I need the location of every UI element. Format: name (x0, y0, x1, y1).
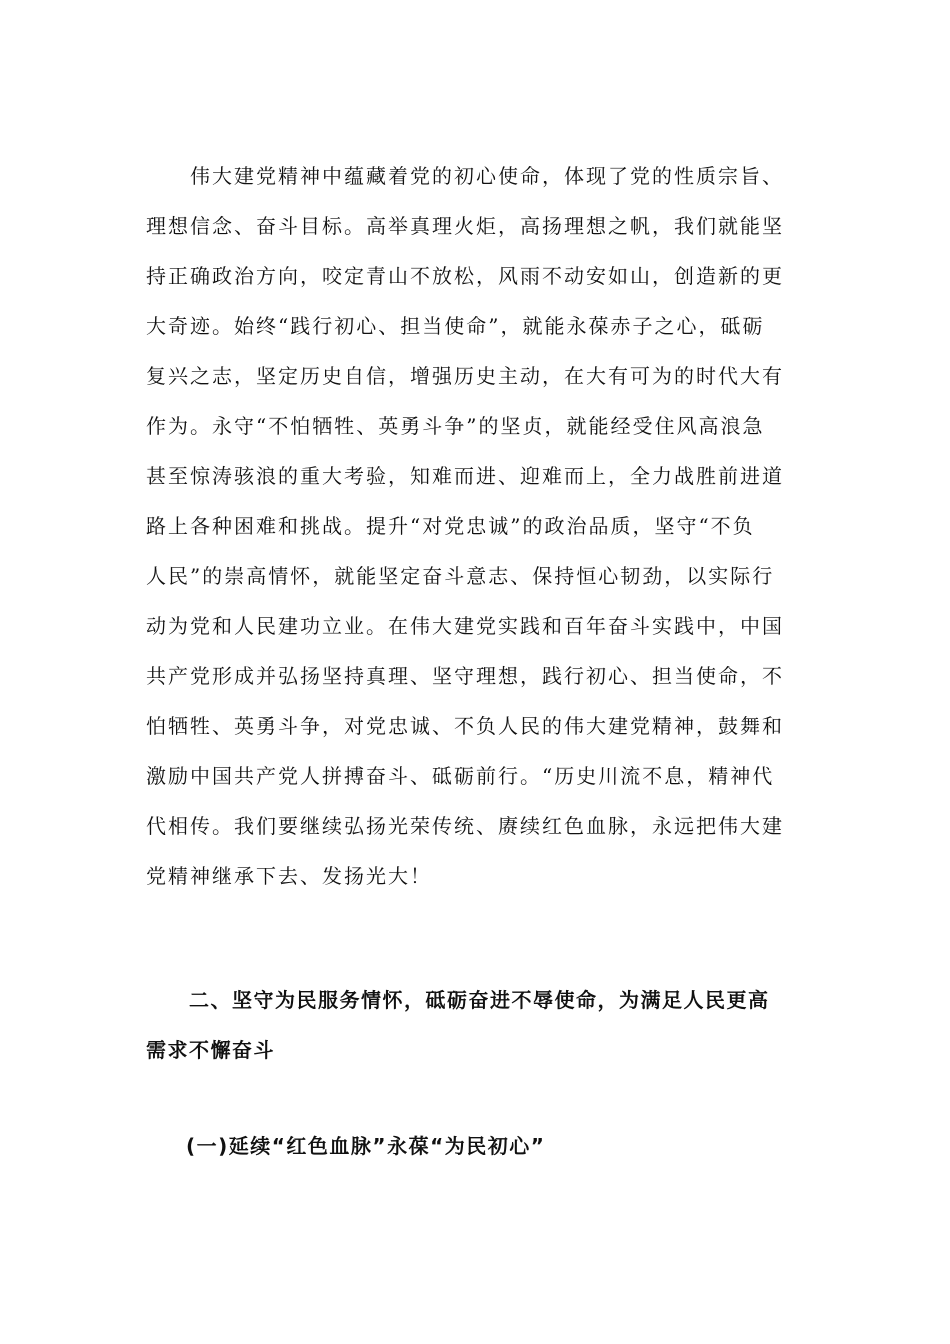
paragraph-line: 理想信念、奋斗目标。高举真理火炬，高扬理想之帆，我们就能坚 (146, 214, 784, 238)
paragraph-line: 复兴之志，坚定历史自信，增强历史主动，在大有可为的时代大有 (146, 364, 784, 388)
section-heading-line: 二、坚守为民服务情怀，砥砺奋进不辱使命，为满足人民更高 (146, 988, 770, 1012)
paragraph-line: 代相传。我们要继续弘扬光荣传统、赓续红色血脉，永远把伟大建 (146, 814, 784, 838)
paragraph-line: 作为。永守“不怕牺牲、英勇斗争”的坚贞，就能经受住风高浪急 (146, 414, 765, 438)
paragraph-line: 持正确政治方向，咬定青山不放松，风雨不动安如山，创造新的更 (146, 264, 784, 288)
body-paragraph (146, 151, 806, 901)
paragraph-line: 动为党和人民建功立业。在伟大建党实践和百年奋斗实践中，中国 (146, 614, 784, 638)
paragraph-line: 伟大建党精神中蕴藏着党的初心使命，体现了党的性质宗旨、 (146, 164, 784, 188)
paragraph-line: 怕牺牲、英勇斗争，对党忠诚、不负人民的伟大建党精神，鼓舞和 (146, 714, 784, 738)
paragraph-line: 大奇迹。始终“践行初心、担当使命”，就能永葆赤子之心，砥砺 (146, 314, 765, 338)
paragraph-line: 甚至惊涛骇浪的重大考验，知难而进、迎难而上，全力战胜前进道 (146, 464, 784, 488)
paragraph-line: 共产党形成并弘扬坚持真理、坚守理想，践行初心、担当使命，不 (146, 664, 784, 688)
section-heading-line: 需求不懈奋斗 (146, 1038, 275, 1062)
subsection-heading: (一)延续“红色血脉”永葆“为民初心” (186, 1134, 546, 1158)
paragraph-line: 路上各种困难和挑战。提升“对党忠诚”的政治品质，坚守“不负 (146, 514, 755, 538)
section-heading (146, 975, 806, 1075)
paragraph-line: 人民”的崇高情怀，就能坚定奋斗意志、保持恒心韧劲，以实际行 (146, 564, 775, 588)
paragraph-line: 激励中国共产党人拼搏奋斗、砥砺前行。“历史川流不息，精神代 (146, 764, 775, 788)
paragraph-line: 党精神继承下去、发扬光大！ (146, 864, 432, 888)
